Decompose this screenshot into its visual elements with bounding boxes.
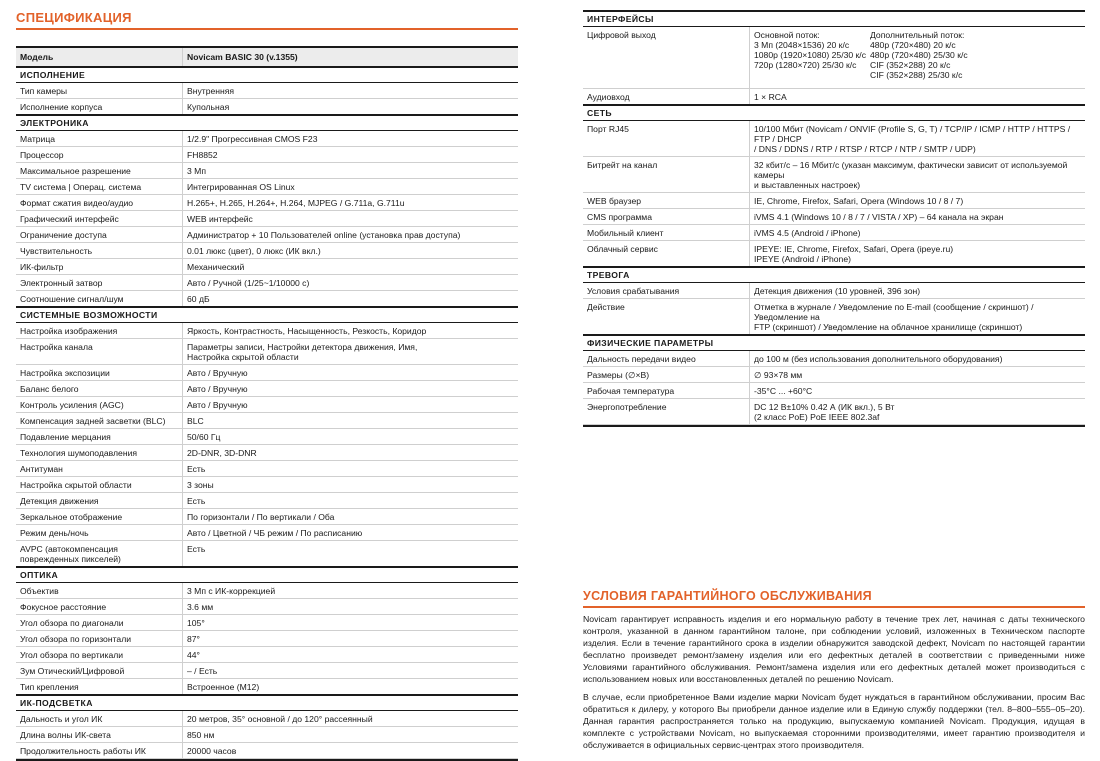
group-title: СИСТЕМНЫЕ ВОЗМОЖНОСТИ (16, 307, 518, 323)
spec-row (16, 195, 518, 211)
spec-key: Зеркальное отображение (16, 509, 183, 525)
spec-value: 3.6 мм (183, 599, 519, 615)
spec-row (583, 283, 1085, 299)
spec-key: Рабочая температура (583, 383, 750, 399)
spec-row (16, 339, 518, 365)
spec-key: Аудиовход (583, 89, 750, 106)
spec-value: 87° (183, 631, 519, 647)
spec-value: Есть (183, 461, 519, 477)
spec-key: Электронный затвор (16, 275, 183, 291)
spec-key: Облачный сервис (583, 241, 750, 268)
group-title: ТРЕВОГА (583, 267, 1085, 283)
spec-value: IE, Chrome, Firefox, Safari, Opera (Windows 10 / 8 / 7) (750, 193, 1086, 209)
spec-row (16, 99, 518, 116)
spec-row (16, 541, 518, 568)
spec-key: Фокусное расстояние (16, 599, 183, 615)
spec-key: Процессор (16, 147, 183, 163)
spec-key: AVPC (автокомпенсация поврежденных пикселей) (16, 541, 183, 568)
spec-value: 50/60 Гц (183, 429, 519, 445)
spec-key: Настройка канала (16, 339, 183, 365)
spec-row (16, 397, 518, 413)
spec-value (750, 27, 1086, 89)
left-column (16, 10, 518, 761)
spec-value: ∅ 93×78 мм (750, 367, 1086, 383)
group-header (16, 567, 518, 583)
spec-row (16, 147, 518, 163)
spec-value: Механический (183, 259, 519, 275)
spec-key: Настройка экспозиции (16, 365, 183, 381)
spec-value: BLC (183, 413, 519, 429)
spec-row (16, 647, 518, 663)
spec-value: 20000 часов (183, 743, 519, 759)
spec-key: Соотношение сигнал/шум (16, 291, 183, 308)
spec-row (583, 157, 1085, 193)
spec-row (583, 241, 1085, 268)
spec-key: Баланс белого (16, 381, 183, 397)
spec-key: Исполнение корпуса (16, 99, 183, 116)
spec-value: WEB интерфейс (183, 211, 519, 227)
group-header (16, 307, 518, 323)
spec-row (16, 323, 518, 339)
spec-value: Есть (183, 493, 519, 509)
spec-value: Интегрированная OS Linux (183, 179, 519, 195)
group-header (16, 695, 518, 711)
spec-key: Угол обзора по горизонтали (16, 631, 183, 647)
spec-key: Настройка скрытой области (16, 477, 183, 493)
spec-key: Дальность и угол ИК (16, 711, 183, 727)
spec-row (16, 525, 518, 541)
spec-key: Детекция движения (16, 493, 183, 509)
spec-key: Продолжительность работы ИК (16, 743, 183, 759)
spec-value: 1 × RCA (750, 89, 1086, 106)
spec-key: Дальность передачи видео (583, 351, 750, 367)
spec-value: Авто / Цветной / ЧБ режим / По расписанию (183, 525, 519, 541)
warranty-paragraph: Novicam гарантирует исправность изделия и его нормальную работу в течение трех лет, начиная с даты технического контроля, указанной в данном гарантийном талоне, при соблюдении условий, изложенных в Техническом паспорте изделия. Если в течение гарантийного срока в изделии обнаружится заводской дефект, Novicam по настоящей гарантии бесплатно произведет ремонт/замену изделия или его дефектных деталей в соответствии с приведенными ниже Условиями гарантийного обслуживания. Ремонт/замена изделия или его дефектных деталей может производиться с использованием новых или восстановленных деталей по решению Novicam. (583, 614, 1085, 685)
spec-row (16, 599, 518, 615)
spec-key: Подавление мерцания (16, 429, 183, 445)
spec-value: – / Есть (183, 663, 519, 679)
spec-key: WEB браузер (583, 193, 750, 209)
spec-key: Компенсация задней засветки (BLC) (16, 413, 183, 429)
spec-value: 3 Мп с ИК-коррекцией (183, 583, 519, 599)
spec-value: Авто / Вручную (183, 397, 519, 413)
spec-key: Размеры (∅×В) (583, 367, 750, 383)
spec-value: 44° (183, 647, 519, 663)
spec-value: По горизонтали / По вертикали / Оба (183, 509, 519, 525)
spec-value: 10/100 Мбит (Novicam / ONVIF (Profile S, G, T) / TCP/IP / ICMP / HTTP / HTTPS / FTP / DHCP / DNS / DDNS / RTP / RTSP / RTCP / NTP / SMTP / UDP) (750, 121, 1086, 157)
spec-value: Авто / Ручной (1/25~1/10000 с) (183, 275, 519, 291)
spec-value: Есть (183, 541, 519, 568)
spec-key: Длина волны ИК-света (16, 727, 183, 743)
spec-key: Условия срабатывания (583, 283, 750, 299)
spec-value: iVMS 4.5 (Android / iPhone) (750, 225, 1086, 241)
spec-row (16, 163, 518, 179)
model-row (16, 47, 518, 67)
spec-key: TV система | Операц. система (16, 179, 183, 195)
spec-row (16, 743, 518, 759)
warranty-paragraph: В случае, если приобретенное Вами изделие марки Novicam будет нуждаться в гарантийном обслуживании, просим Вас обратиться к дилеру, у которого Вы приобрели данное изделие или в Единую службу поддержки (тел. 8–800–555–05–20). Данная гарантия распространяется только на продукцию, выпускаемую компанией Novicam. Продукция, идущая в комплекте с устройствами Novicam, но выпускаемая сторонними производителями, имеет гарантию производителя и обслуживается в официальных сервис-центрах этого производителя. (583, 691, 1085, 750)
spec-row (16, 631, 518, 647)
spec-row (16, 429, 518, 445)
spec-value: 3 зоны (183, 477, 519, 493)
spec-key: Тип камеры (16, 83, 183, 99)
group-header (16, 115, 518, 131)
spec-value: 105° (183, 615, 519, 631)
group-title: СЕТЬ (583, 105, 1085, 121)
spec-row (16, 679, 518, 696)
spec-value: до 100 м (без использования дополнительного оборудования) (750, 351, 1086, 367)
spec-key: Ограничение доступа (16, 227, 183, 243)
spec-row (583, 367, 1085, 383)
spec-row (16, 711, 518, 727)
spec-key: Технология шумоподавления (16, 445, 183, 461)
spec-row (16, 179, 518, 195)
model-value: Novicam BASIC 30 (v.1355) (183, 47, 519, 67)
spec-key: Режим день/ночь (16, 525, 183, 541)
spec-key: Угол обзора по вертикали (16, 647, 183, 663)
spec-row (16, 83, 518, 99)
spec-value: 3 Мп (183, 163, 519, 179)
spec-key: Объектив (16, 583, 183, 599)
spec-key: ИК-фильтр (16, 259, 183, 275)
spec-value: Отметка в журнале / Уведомление по E-mail (сообщение / скриншот) / Уведомление на FTP (скриншот) / Уведомление на облачное хранилище (скриншот) (750, 299, 1086, 336)
interfaces-table (583, 10, 1085, 425)
spec-value: 2D-DNR, 3D-DNR (183, 445, 519, 461)
spec-row (16, 445, 518, 461)
spec-row (16, 131, 518, 147)
group-title: ИК-ПОДСВЕТКА (16, 695, 518, 711)
spec-key: Энергопотребление (583, 399, 750, 425)
group-title: ФИЗИЧЕСКИЕ ПАРАМЕТРЫ (583, 335, 1085, 351)
spec-key: Порт RJ45 (583, 121, 750, 157)
spec-row (16, 477, 518, 493)
spec-key: Чувствительность (16, 243, 183, 259)
group-header (16, 67, 518, 83)
spec-key: Мобильный клиент (583, 225, 750, 241)
group-title: ИНТЕРФЕЙСЫ (583, 11, 1085, 27)
spec-row (583, 351, 1085, 367)
spec-value: Администратор + 10 Пользователей online (установка прав доступа) (183, 227, 519, 243)
spec-row (16, 211, 518, 227)
right-table-end (583, 425, 1085, 427)
spec-value: Яркость, Контрастность, Насыщенность, Резкость, Коридор (183, 323, 519, 339)
spec-row (16, 259, 518, 275)
spec-value: 20 метров, 35° основной / до 120° рассеянный (183, 711, 519, 727)
spec-row (583, 399, 1085, 425)
spec-row (16, 291, 518, 308)
spec-value: 60 дБ (183, 291, 519, 308)
spec-row (16, 413, 518, 429)
spec-row (16, 727, 518, 743)
spec-key: Действие (583, 299, 750, 336)
spec-key: Максимальное разрешение (16, 163, 183, 179)
spec-value: DC 12 В±10% 0.42 А (ИК вкл.), 5 Вт (2 класс PoE) PoE IEEE 802.3af (750, 399, 1086, 425)
spec-row (16, 663, 518, 679)
spec-title: СПЕЦИФИКАЦИЯ (16, 10, 518, 30)
spec-row (16, 381, 518, 397)
group-title: ЭЛЕКТРОНИКА (16, 115, 518, 131)
spec-key: CMS программа (583, 209, 750, 225)
group-header-interfaces (583, 11, 1085, 27)
group-header (583, 335, 1085, 351)
spec-value: Авто / Вручную (183, 381, 519, 397)
spec-value: Купольная (183, 99, 519, 116)
right-column (583, 10, 1085, 427)
spec-value: 850 нм (183, 727, 519, 743)
spec-value: 0.01 люкс (цвет), 0 люкс (ИК вкл.) (183, 243, 519, 259)
spec-key: Настройка изображения (16, 323, 183, 339)
spec-row (16, 509, 518, 525)
spec-row (16, 461, 518, 477)
spec-value: iVMS 4.1 (Windows 10 / 8 / 7 / VISTA / XP) – 64 канала на экран (750, 209, 1086, 225)
spec-row (583, 299, 1085, 336)
spec-row (583, 209, 1085, 225)
spec-row (583, 121, 1085, 157)
spec-key: Цифровой выход (583, 27, 750, 89)
spec-row (16, 243, 518, 259)
spec-value: 32 кбит/с – 16 Мбит/с (указан максимум, фактически зависит от используемой камеры и выставленных настроек) (750, 157, 1086, 193)
spec-value: FH8852 (183, 147, 519, 163)
spec-row (583, 193, 1085, 209)
spec-row (16, 583, 518, 599)
spec-value: Параметры записи, Настройки детектора движения, Имя, Настройка скрытой области (183, 339, 519, 365)
spec-key: Битрейт на канал (583, 157, 750, 193)
spec-key: Формат сжатия видео/аудио (16, 195, 183, 211)
spec-value: IPEYE: IE, Chrome, Firefox, Safari, Opera (ipeye.ru) IPEYE (Android / iPhone) (750, 241, 1086, 268)
group-title: ИСПОЛНЕНИЕ (16, 67, 518, 83)
main-stream-list: Основной поток: 3 Мп (2048×1536) 20 к/с 1080p (1920×1080) 25/30 к/с 720p (1280×720) 25/30 к/с (754, 29, 866, 70)
spec-key: Графический интерфейс (16, 211, 183, 227)
warranty-title: УСЛОВИЯ ГАРАНТИЙНОГО ОБСЛУЖИВАНИЯ (583, 589, 1085, 608)
spec-key: Антитуман (16, 461, 183, 477)
spec-value: Встроенное (M12) (183, 679, 519, 696)
spec-key: Зум Отический/Цифровой (16, 663, 183, 679)
group-title: ОПТИКА (16, 567, 518, 583)
spec-row (16, 227, 518, 243)
spec-value: -35°C ... +60°C (750, 383, 1086, 399)
spec-row (16, 615, 518, 631)
spec-key: Тип крепления (16, 679, 183, 696)
spec-key: Контроль усиления (AGC) (16, 397, 183, 413)
extra-stream-list: Дополнительный поток: 480p (720×480) 20 к/с 480p (720×480) 25/30 к/с CIF (352×288) 20 к/с CIF (352×288) 25/30 к/с (870, 29, 968, 80)
model-key: Модель (16, 47, 183, 67)
spec-row-audio (583, 89, 1085, 106)
spec-key: Матрица (16, 131, 183, 147)
spec-value: H.265+, H.265, H.264+, H.264, MJPEG / G.711a, G.711u (183, 195, 519, 211)
group-header (583, 267, 1085, 283)
group-header (583, 105, 1085, 121)
spec-row (583, 383, 1085, 399)
spec-row-digital-output (583, 27, 1085, 89)
spec-key: Угол обзора по диагонали (16, 615, 183, 631)
spec-value: Внутренняя (183, 83, 519, 99)
spec-value: 1/2.9" Прогрессивная CMOS F23 (183, 131, 519, 147)
warranty-section (583, 589, 1085, 751)
spec-table (16, 46, 518, 759)
spec-row (583, 225, 1085, 241)
spec-row (16, 275, 518, 291)
spec-row (16, 493, 518, 509)
spec-row (16, 365, 518, 381)
spec-value: Детекция движения (10 уровней, 396 зон) (750, 283, 1086, 299)
spec-value: Авто / Вручную (183, 365, 519, 381)
